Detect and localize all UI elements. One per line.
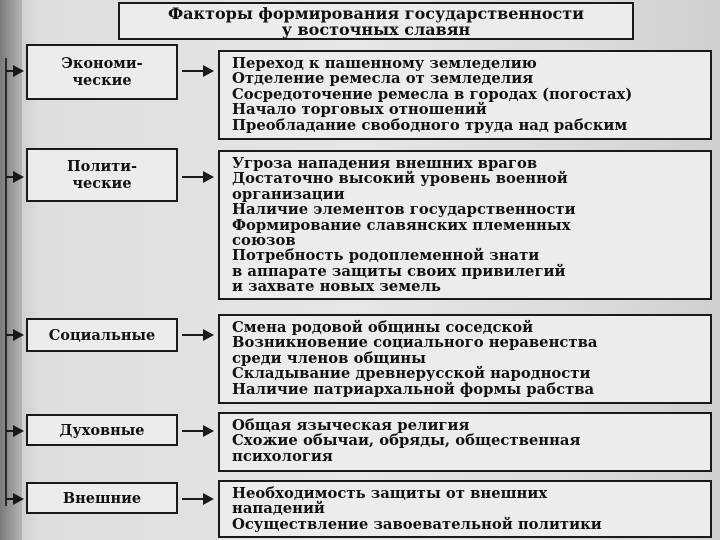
list-item: Переход к пашенному земледелию [232,55,537,72]
diagram-title [118,2,634,40]
list-item: Общая языческая религия [232,417,470,434]
social-items-box [218,314,712,404]
list-item: психология [232,447,333,465]
list-item: Необходимость защиты от внешних [232,485,548,502]
list-item: Смена родовой общины соседской [232,319,534,336]
list-item: среди членов общины [232,349,426,367]
list-item: Преобладание свободного труда над рабским [232,116,628,134]
list-item: в аппарате защиты своих привилегий [232,262,566,280]
list-item: Потребность родоплеменной знати [232,247,540,265]
list-item: Отделение ремесла от земледелия [232,70,534,88]
title-line-2: у восточных славян [281,20,471,39]
factor-external [26,482,178,514]
list-item: Формирование славянских племенных [232,216,571,234]
arrow-left-political [6,176,22,178]
factor-spiritual-label: Духовные [59,421,145,439]
left-connector-line [5,58,7,506]
page-spine-shadow [0,0,22,540]
list-item: Схожие обычаи, обряды, общественная [232,432,581,450]
arrow-left-spiritual [6,430,22,432]
title-line-1: Факторы формирования государственности [167,4,585,23]
list-item: Угроза нападения внешних врагов [232,155,538,172]
spiritual-items-box [218,412,712,472]
factor-political-label-2: ческие [72,175,132,192]
arrow-external-items [182,498,212,500]
factor-economic-label-1: Экономи- [61,55,143,72]
arrow-left-external [6,498,22,500]
political-items-box [218,150,712,300]
factor-political-label-1: Полити- [66,158,138,175]
factor-social-label: Социальные [48,326,156,344]
arrow-left-social [6,334,22,336]
factor-social [26,318,178,352]
list-item: и захвате новых земель [232,278,441,296]
external-items-box [218,480,712,538]
list-item: Осуществление завоевательной политики [232,515,602,533]
arrow-left-economic [6,70,22,72]
list-item: нападений [232,500,325,518]
list-item: союзов [232,232,296,250]
factor-spiritual [26,414,178,446]
arrow-political-items [182,176,212,178]
factor-economic-label-2: ческие [72,72,132,89]
list-item: Возникновение социального неравенства [232,334,598,352]
list-item: организации [232,185,345,203]
arrow-social-items [182,334,212,336]
list-item: Начало торговых отношений [232,101,487,119]
factor-external-label: Внешние [62,489,142,507]
arrow-spiritual-items [182,430,212,432]
list-item: Наличие патриархальной формы рабства [232,380,595,398]
list-item: Сосредоточение ремесла в городах (погостах) [232,85,633,103]
factor-political [26,148,178,202]
list-item: Складывание древнерусской народности [232,365,591,383]
economic-items-box [218,50,712,140]
arrow-economic-items [182,70,212,72]
list-item: Наличие элементов государственности [232,201,576,219]
factor-economic [26,44,178,100]
list-item: Достаточно высокий уровень военной [232,170,568,188]
